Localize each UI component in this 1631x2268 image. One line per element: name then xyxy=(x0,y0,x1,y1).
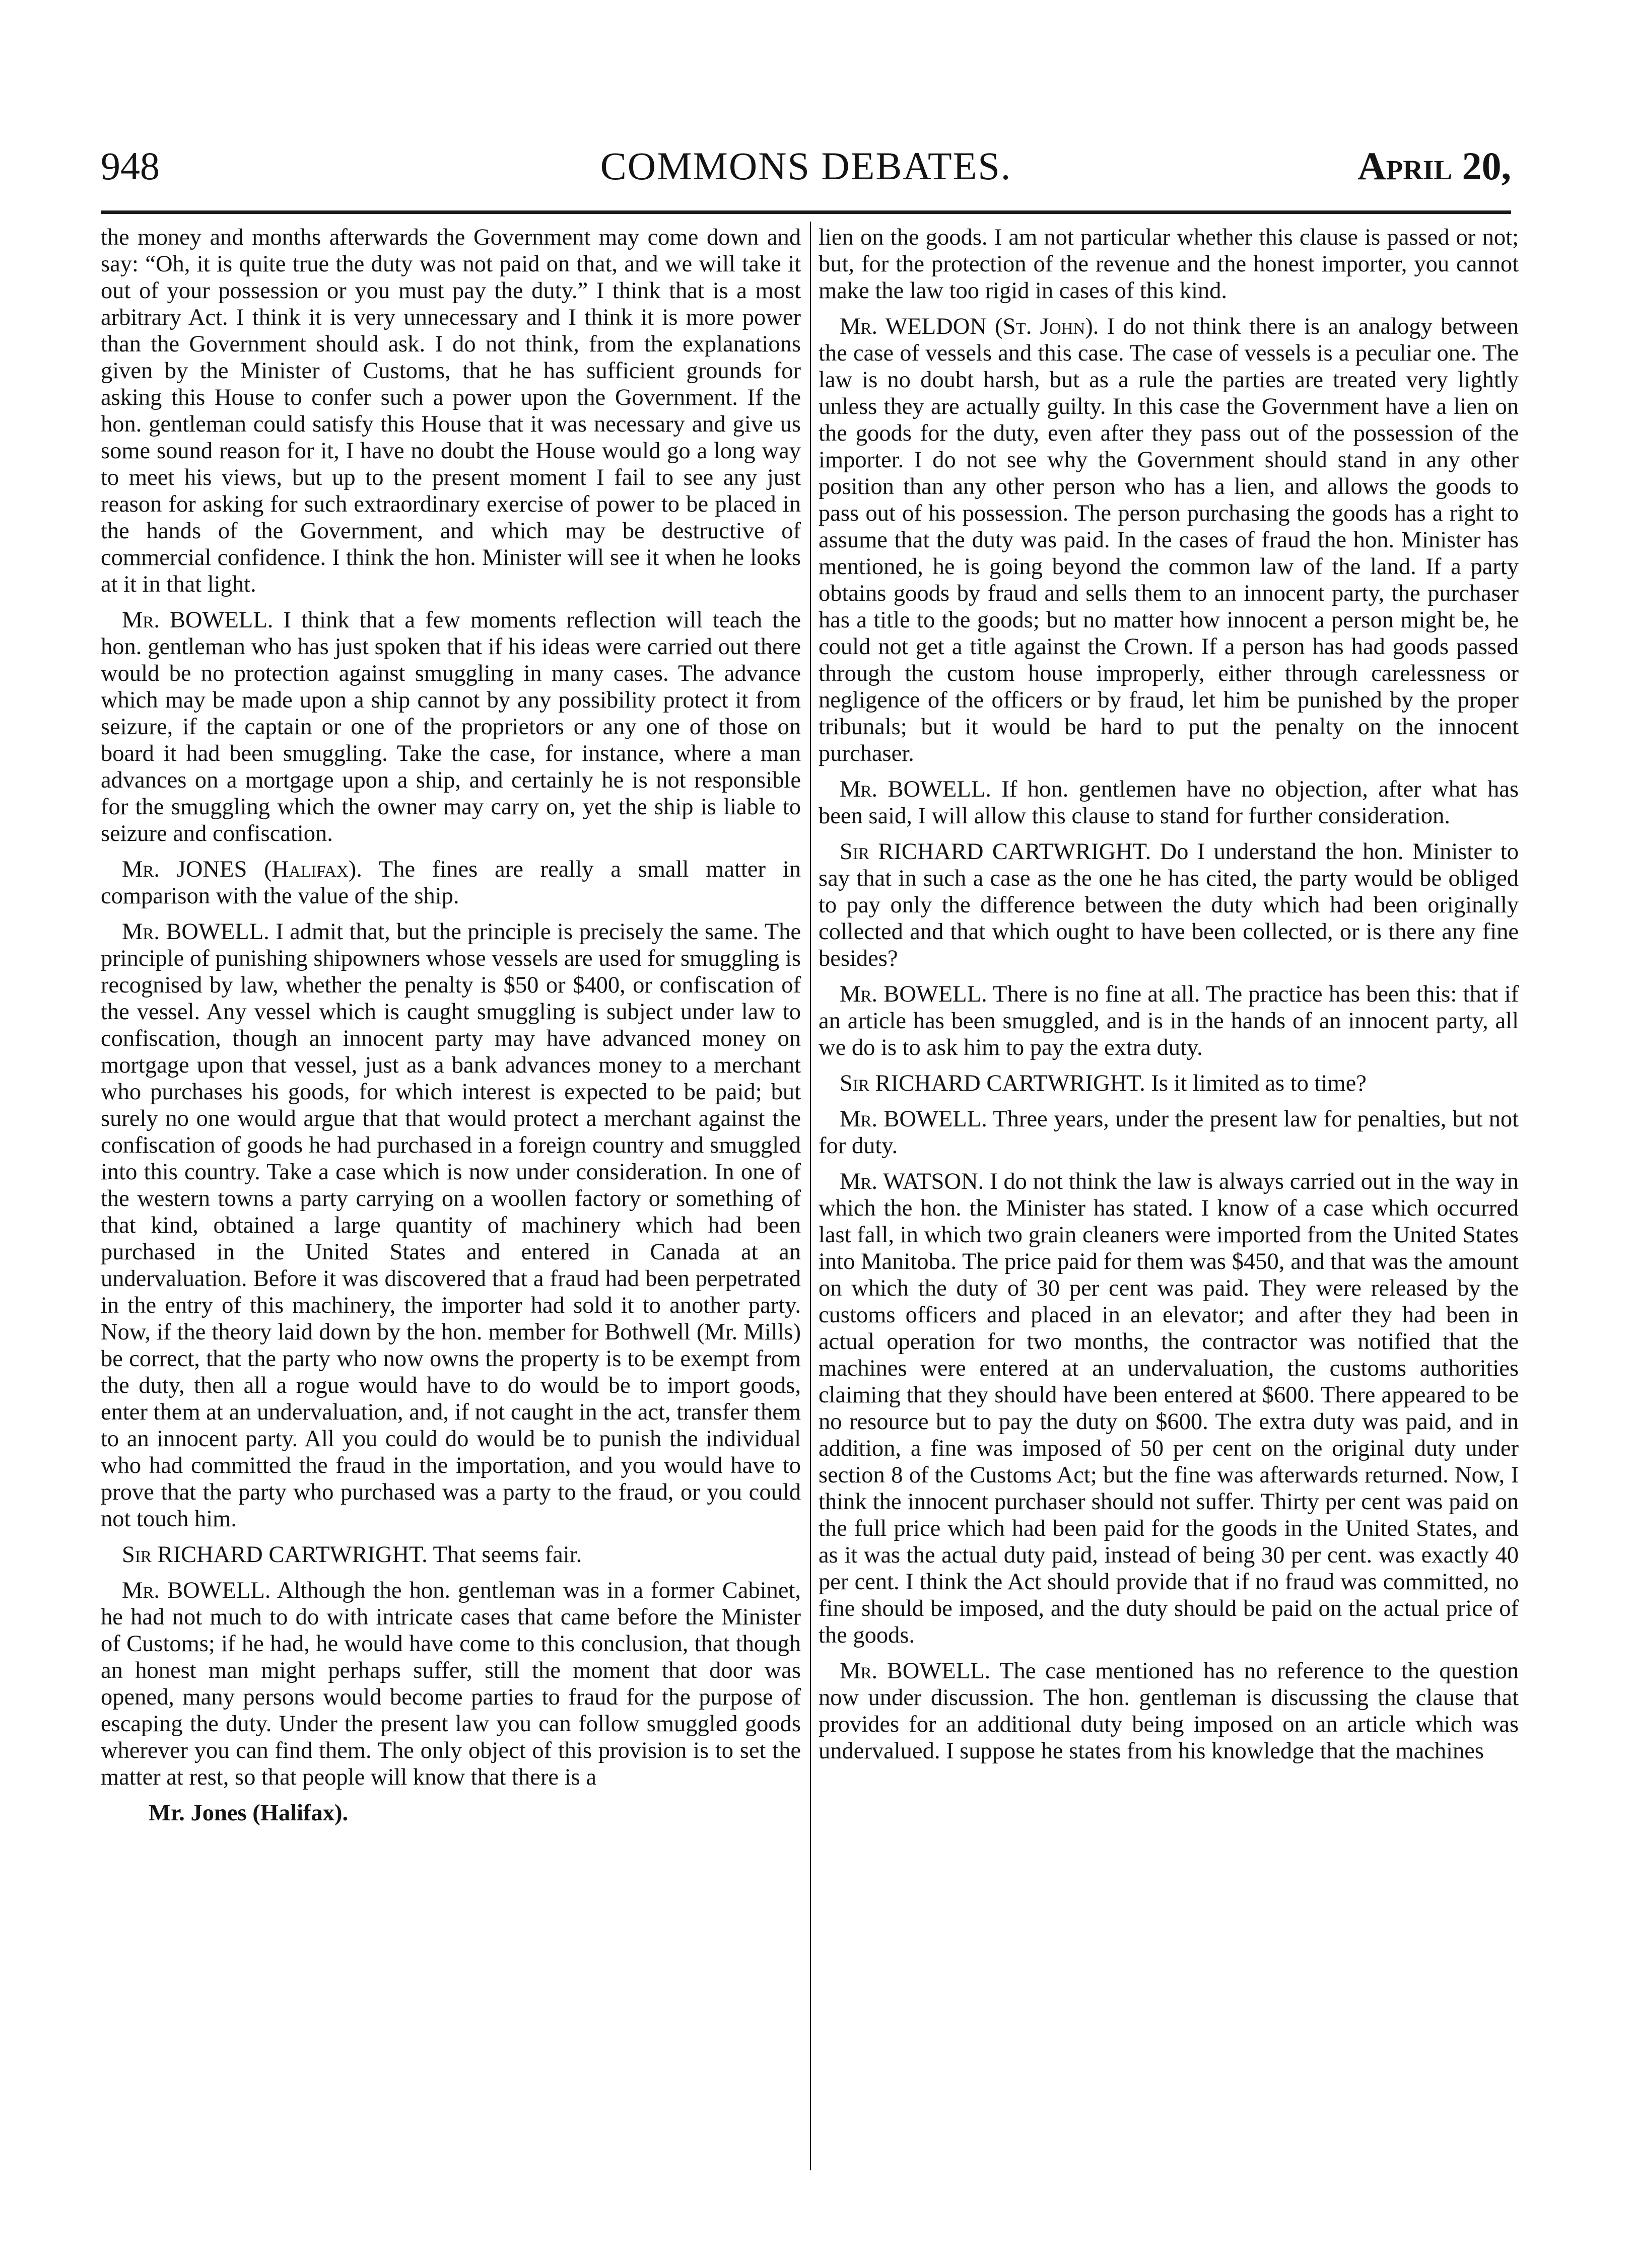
speech-text: I think that a few moments reflection will teach the hon. gentleman who has just spoken that if his ideas were carried out there would be no protection against smuggling in many cases. The advance which may be made upon a ship cannot by any possibility protect it from seizure, if the captain or one of the proprietors or any one of those on board it had been smuggling. Take the case, for instance, where a man advances on a mortgage upon a ship, and certainly he is not responsible for the smuggling which the owner may carry on, yet the ship is liable to seizure and confiscation. xyxy=(101,607,801,846)
speaker-name: Mr. BOWELL. xyxy=(840,1658,991,1684)
speech-text: Do I understand the hon. Minister to say that in such a case as the one he has cited, the party would be obliged to pay only the difference between the duty which had been originally collected and that which ought to have been collected, or is there any fine besides? xyxy=(819,839,1519,971)
speaker-name: Mr. JONES (Halifax). xyxy=(122,857,362,882)
speech-paragraph xyxy=(101,856,801,909)
running-title: COMMONS DEBATES. xyxy=(600,144,1012,188)
speech-paragraph xyxy=(819,838,1519,972)
header-date: April 20, xyxy=(1357,144,1511,188)
speech-text: There is no fine at all. The practice has been this: that if an article has been smuggled, and is in the hands of an innocent party, all we do is to ask him to pay the extra duty. xyxy=(819,981,1519,1060)
speech-paragraph xyxy=(819,1658,1519,1764)
speaker-name: Mr. BOWELL. xyxy=(122,1578,271,1603)
speech-text: I admit that, but the principle is precisely the same. The principle of punishing shipowners whose vessels are used for smuggling is recognised by law, whether the penalty is $50 or $400, or confiscation of the vessel. Any vessel which is caught smuggling is subject under law to confiscation, though an innocent party may have advanced money on mortgage upon that vessel, just as a bank advances money to a merchant who purchases his goods, for which interest is expected to be paid; but surely no one would argue that that would protect a merchant against the confiscation of goods he had purchased in a foreign country and smuggled into this country. Take a case which is now under consideration. In one of the western towns a party carrying on a woollen factory or something of that kind, obtained a large quantity of machinery which had been purchased in the United States and entered in Canada at an undervaluation. Before it was discovered that a fraud had been perpetrated in the entry of this machinery, the importer had sold it to another party. Now, if the theory laid down by the hon. member for Bothwell (Mr. Mills) be correct, that the party who now owns the property is to be exempt from the duty, then all a rogue would have to do would be to import goods, enter them at an undervaluation, and, if not caught in the act, transfer them to an innocent party. All you could do would be to punish the individual who had committed the fraud in the importation, and you would have to prove that the party who purchased was a party to the fraud, or you could not touch him. xyxy=(101,919,801,1532)
header-rule xyxy=(101,210,1511,214)
speaker-name: Mr. BOWELL. xyxy=(840,776,991,802)
speech-text: I do not think the law is always carried out in the way in which the hon. the Minister has stated. I know of a case which occurred last fall, in which two grain cleaners were imported from the United States into Manitoba. The price paid for them was $450, and that was the amount on which the duty of 30 per cent was paid. They were released by the customs officers and placed in an elevator; and after they had been in actual operation for two months, the contractor was notified that the machines were entered at an undervaluation, the customs authorities claiming that they should have been entered at $600. There appeared to be no resource but to pay the duty on $600. The extra duty was paid, and in addition, a fine was imposed of 50 per cent on the original duty under section 8 of the Customs Act; but the fine was afterwards returned. Now, I think the innocent purchaser should not suffer. Thirty per cent was paid on the full price which had been paid for the goods in the United States, and as it was the actual duty paid, instead of being 30 per cent. was exactly 40 per cent. I think the Act should provide that if no fraud was committed, no fine should be imposed, and the duty should be paid on the actual price of the goods. xyxy=(819,1169,1519,1648)
speech-text: I do not think there is an analogy between the case of vessels and this case. The case of vessels is a peculiar one. The law is no doubt harsh, but as a rule the parties are treated very lightly unless they are actually guilty. In this case the Government have a lien on the goods for the duty, even after they pass out of the possession of the importer. I do not see why the Government should stand in any other position than any other person who has a lien, and allows the goods to pass out of his possession. The person purchasing the goods has a right to assume that the duty was paid. In the cases of fraud the hon. Minister has mentioned, he is going beyond the common law of the land. If a party obtains goods by fraud and sells them to an innocent party, the purchaser has a title to the goods; but no matter how innocent a person might be, he could not get a title against the Crown. If a person has had goods passed through the custom house improperly, either through carelessness or negligence of the officers or by fraud, let him be punished by the proper tribunals; but it would be hard to put the penalty on the innocent purchaser. xyxy=(819,314,1519,766)
speaker-name: Mr. BOWELL. xyxy=(122,919,269,945)
page-number: 948 xyxy=(101,144,160,188)
speaker-name: Mr. BOWELL. xyxy=(122,607,274,633)
speech-paragraph xyxy=(819,1106,1519,1159)
speaker-name: Sir RICHARD CARTWRIGHT. xyxy=(840,1071,1145,1096)
speech-paragraph xyxy=(819,981,1519,1061)
speech-paragraph xyxy=(101,1577,801,1791)
speech-paragraph xyxy=(819,1070,1519,1097)
speaker-name: Mr. WELDON (St. John). xyxy=(840,314,1099,339)
trailing-speaker: Mr. Jones (Halifax). xyxy=(149,1800,349,1826)
column-divider xyxy=(810,222,811,2170)
paragraph-text: the money and months afterwards the Government may come down and say: “Oh, it is quite true the duty was not paid on that, and we will take it out of your possession or you must pay the duty.” I think that is a most arbitrary Act. I think it is very unnecessary and I think it is more power than the Government should ask. I do not think, from the explanations given by the Minister of Customs, that he has sufficient grounds for asking this House to confer such a power upon the Government. If the hon. gentleman could satisfy this House that it was necessary and give us some sound reason for it, I have no doubt the House would go a long way to meet his views, but up to the present moment I fail to see any just reason for asking for such extraordinary exercise of power to be placed in the hands of the Government, and which may be destructive of commercial confidence. I think the hon. Minister will see it when he looks at it in that light. xyxy=(101,225,801,597)
paragraph-text: lien on the goods. I am not particular whether this clause is passed or not; but, for the protection of the revenue and the honest importer, you cannot make the law too rigid in cases of this kind. xyxy=(819,225,1519,304)
speech-text: If hon. gentlemen have no objection, after what has been said, I will allow this clause to stand for further consideration. xyxy=(819,776,1519,829)
speech-text: That seems fair. xyxy=(433,1542,582,1568)
speaker-name: Mr. BOWELL. xyxy=(840,1106,987,1132)
speech-paragraph xyxy=(819,1168,1519,1649)
paragraph xyxy=(101,224,801,598)
speech-text: Three years, under the present law for penalties, but not for duty. xyxy=(819,1106,1519,1159)
speech-text: Although the hon. gentleman was in a former Cabinet, he had not much to do with intricate cases that came before the Minister of Customs; if he had, he would have come to this conclusion, that though an honest man might perhaps suffer, still the moment that door was opened, many persons would become parties to fraud for the purpose of escaping the duty. Under the present law you can follow smuggled goods wherever you can find them. The only object of this provision is to set the matter at rest, so that people will know that there is a xyxy=(101,1578,801,1790)
speech-paragraph xyxy=(819,313,1519,767)
page-header xyxy=(101,136,1511,201)
right-column xyxy=(819,224,1519,2163)
speech-paragraph xyxy=(819,776,1519,829)
speech-text: Is it limited as to time? xyxy=(1151,1071,1367,1096)
speaker-name: Sir RICHARD CARTWRIGHT. xyxy=(122,1542,428,1568)
speech-text: The case mentioned has no reference to the question now under discussion. The hon. gentleman is discussing the clause that provides for an additional duty being imposed on an article which was undervalued. I suppose he states from his knowledge that the machines xyxy=(819,1658,1519,1764)
paragraph xyxy=(819,224,1519,304)
speech-paragraph xyxy=(101,607,801,847)
speaker-name: Sir RICHARD CARTWRIGHT. xyxy=(840,839,1151,865)
speech-paragraph xyxy=(101,1541,801,1568)
speech-paragraph xyxy=(101,918,801,1532)
speaker-name: Mr. BOWELL. xyxy=(840,981,987,1007)
left-column xyxy=(101,224,801,2163)
speech-text: The fines are really a small matter in comparison with the value of the ship. xyxy=(101,857,801,909)
speaker-name: Mr. WATSON. xyxy=(840,1169,984,1194)
